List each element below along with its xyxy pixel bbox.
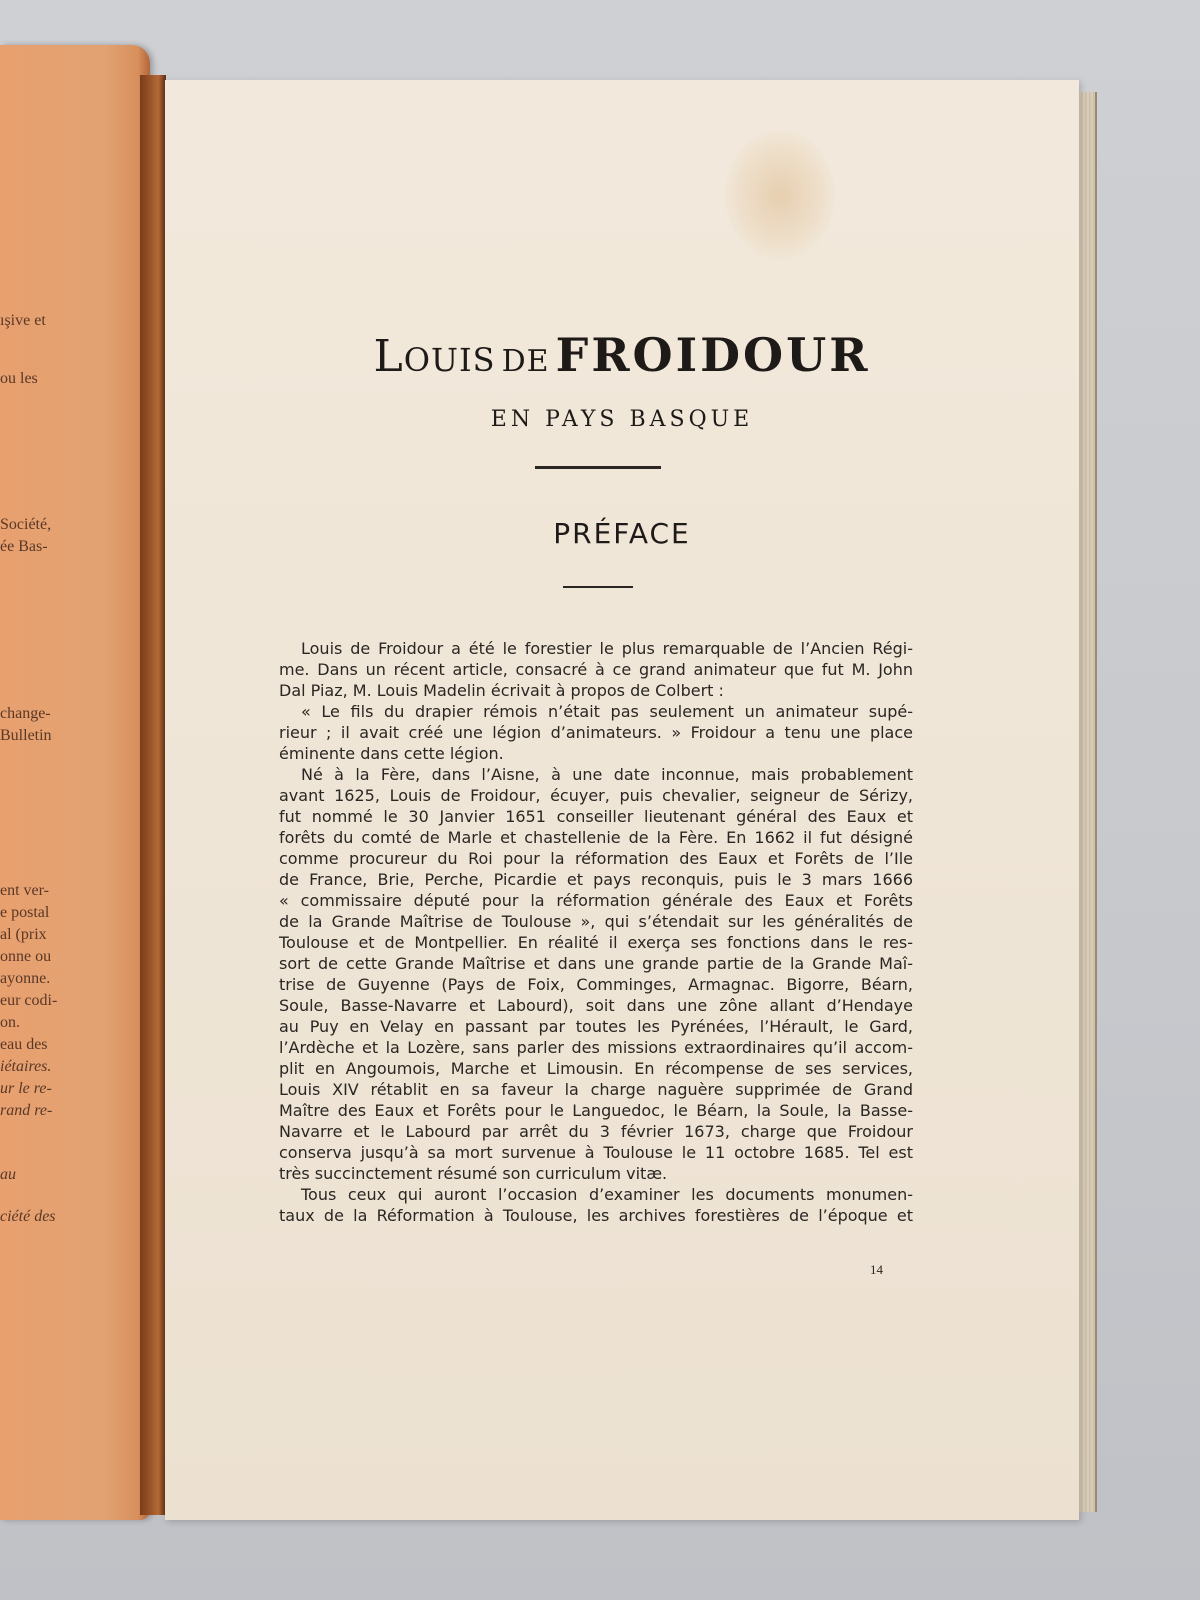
body-line: éminente dans cette légion. [279, 744, 504, 763]
left-page-text-fragment: au [0, 1166, 16, 1183]
body-line: au Puy en Velay en passant par toutes les Pyrénées, l’Hérault, le Gard, [279, 1017, 913, 1036]
preface-body [279, 638, 913, 1226]
body-line: Tous ceux qui auront l’occasion d’examiner les documents monumen- [301, 1185, 913, 1204]
body-line: me. Dans un récent article, consacré à ce grand animateur que fut M. John [279, 660, 913, 679]
left-page-text-fragment: e postal [0, 904, 50, 921]
body-line: trise de Guyenne (Pays de Foix, Comminges, Armagnac. Bigorre, Béarn, [279, 975, 913, 994]
body-line: Né à la Fère, dans l’Aisne, à une date inconnue, mais probablement [301, 765, 913, 784]
body-line: Dal Piaz, M. Louis Madelin écrivait à propos de Colbert : [279, 681, 724, 700]
body-line: « commissaire député pour la réformation générale des Eaux et Forêts [279, 891, 913, 910]
page-stack-edge [1079, 92, 1097, 1512]
body-line: conserva jusqu’à sa mort survenue à Toulouse le 11 octobre 1685. Tel est [279, 1143, 913, 1162]
body-line: rieur ; il avait créé une légion d’animateurs. » Froidour a tenu une place [279, 723, 913, 742]
left-page-text-fragment: ışive et [0, 312, 46, 329]
left-page-text-fragment: ent ver- [0, 882, 49, 899]
title-name: FROIDOUR [555, 328, 871, 382]
left-page-text-fragment: ciété des [0, 1208, 56, 1225]
body-line: l’Ardèche et la Lozère, sans parler des missions extraordinaires qu’il accom- [279, 1038, 913, 1057]
heading-divider [563, 586, 633, 588]
body-line: comme procureur du Roi pour la réformation des Eaux et Forêts de l’Ile [279, 849, 913, 868]
body-line: Maître des Eaux et Forêts pour le Languedoc, le Béarn, la Soule, la Basse- [279, 1101, 913, 1120]
body-line: Louis de Froidour a été le forestier le plus remarquable de l’Ancien Régi- [301, 639, 913, 658]
left-cover-page [0, 45, 150, 1520]
body-line: de la Grande Maîtrise de Toulouse », qui s’étendait sur les généralités de [279, 912, 913, 931]
left-page-text-fragment: on. [0, 1014, 20, 1031]
title-de: DE [501, 344, 550, 379]
left-page-text-fragment: Bulletin [0, 727, 52, 744]
body-line: Soule, Basse-Navarre et Labourd), soit dans une zône allant d’Hendaye [279, 996, 913, 1015]
body-line: « Le fils du drapier rémois n’était pas seulement un animateur supé- [301, 702, 913, 721]
left-page-text-fragment: al (prix [0, 926, 47, 943]
left-page-text-fragment: Société, [0, 516, 52, 533]
left-page-text-fragment: ayonne. [0, 970, 51, 987]
body-line: forêts du comté de Marle et chastellenie de la Fère. En 1662 il fut désigné [279, 828, 913, 847]
left-page-text-fragment: rand re- [0, 1102, 53, 1119]
title-louis-initial: L [373, 331, 404, 382]
body-line: plit en Angoumois, Marche et Limousin. En récompense de ses services, [279, 1059, 913, 1078]
left-page-text-fragment: eur codi- [0, 992, 58, 1009]
left-page-text-fragment: change- [0, 705, 51, 722]
left-page-text-fragment: eau des [0, 1036, 48, 1053]
body-line: Toulouse et de Montpellier. En réalité il exerça ses fonctions dans le res- [279, 933, 913, 952]
body-line: Louis XIV rétablit en sa faveur la charge naguère supprimée de Grand [279, 1080, 913, 1099]
left-page-text-fragment: iétaires. [0, 1058, 52, 1075]
page-number: 14 [870, 1262, 883, 1277]
title-divider [535, 466, 661, 469]
section-heading: PRÉFACE [553, 517, 691, 550]
foxing-stain [725, 130, 835, 260]
left-page-text-fragment: ur le re- [0, 1080, 52, 1097]
body-line: avant 1625, Louis de Froidour, écuyer, puis chevalier, seigneur de Sérizy, [279, 786, 913, 805]
book-page [165, 80, 1079, 1520]
page-subtitle: EN PAYS BASQUE [490, 407, 754, 432]
left-page-text-fragment: ée Bas- [0, 538, 48, 555]
body-line: de France, Brie, Perche, Picardie et pays reconquis, puis le 3 mars 1666 [279, 870, 913, 889]
body-line: sort de cette Grande Maîtrise et dans une grande partie de la Grande Maî- [279, 954, 913, 973]
body-line: très succinctement résumé son curriculum vitæ. [279, 1164, 668, 1183]
book-spine [140, 75, 166, 1515]
page-title [165, 328, 1079, 382]
title-louis-rest: OUIS [403, 341, 496, 379]
body-line: Navarre et le Labourd par arrêt du 3 février 1673, charge que Froidour [279, 1122, 913, 1141]
body-line: taux de la Réformation à Toulouse, les archives forestières de l’époque et [279, 1206, 913, 1225]
left-page-text-fragment: onne ou [0, 948, 52, 965]
body-line: fut nommé le 30 Janvier 1651 conseiller lieutenant général des Eaux et [279, 807, 913, 826]
left-page-text-fragment: ou les [0, 370, 38, 387]
